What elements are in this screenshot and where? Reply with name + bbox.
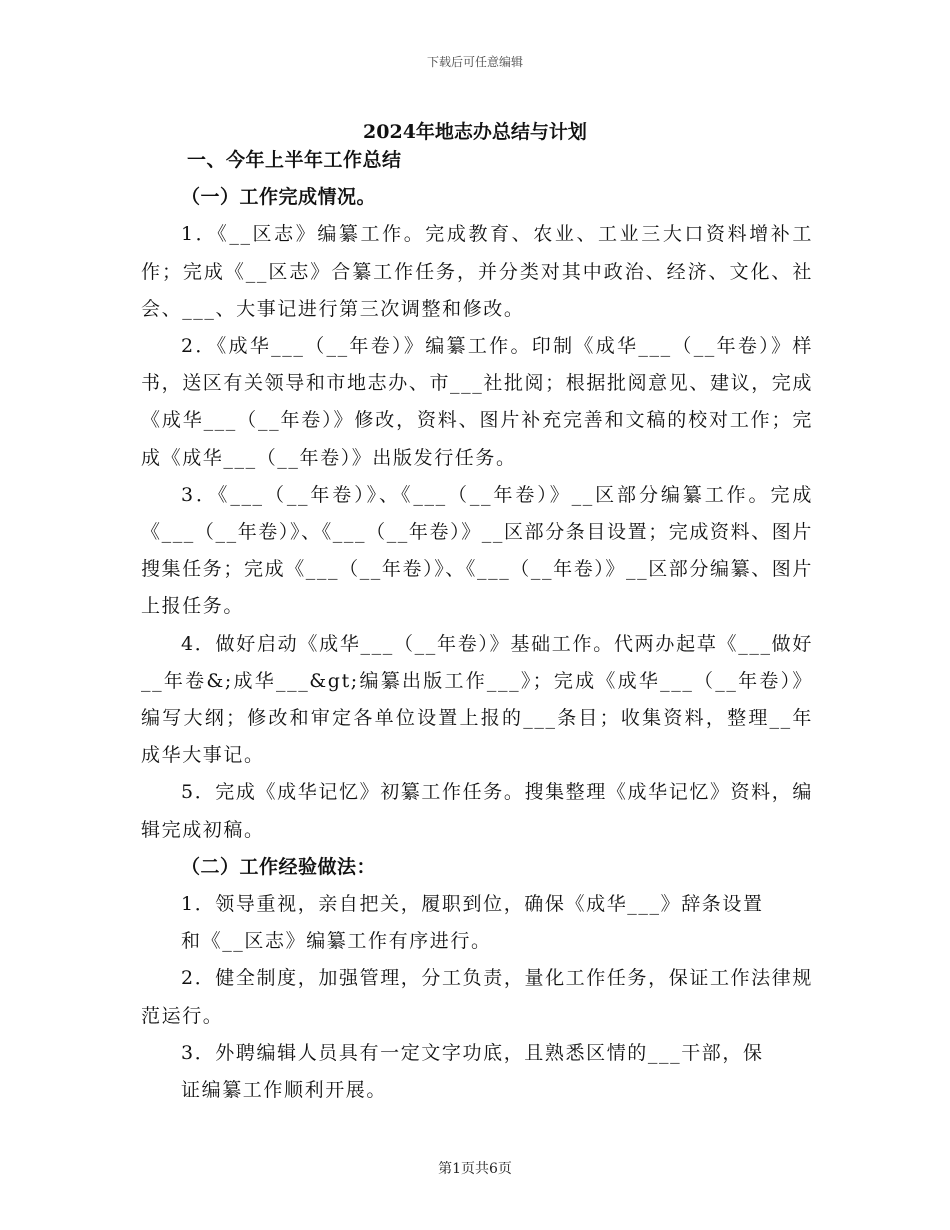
paragraph: 3．《___（__年卷）》、《___（__年卷）》__区部分编纂工作。完成《___（__年卷）》、《___（__年卷）》__区部分条目设置；完成资料、图片搜集任务；完成《___（__年卷）》、《___（__年卷）》__区部分编纂、图片上报任务。: [141, 483, 814, 618]
page-footer: 第1页共6页: [438, 1161, 512, 1177]
page-header-note: 下载后可任意编辑: [426, 55, 523, 69]
paragraph-continuation: 和《__区志》编纂工作有序进行。: [181, 930, 492, 953]
paragraph: 2．健全制度，加强管理，分工负责，量化工作任务，保证工作法律规范运行。: [141, 967, 813, 1027]
paragraph: 3．外聘编辑人员具有一定文字功底，且熟悉区情的___干部，保: [181, 1041, 764, 1064]
paragraph-continuation: 证编纂工作顺利开展。: [181, 1079, 388, 1102]
paragraph: 4．做好启动《成华___（__年卷）》基础工作。代两办起草《___做好__年卷&;成华___&gt;编纂出版工作___》；完成《成华___（__年卷）》编写大纲；修改和审定各单位设置上报的___条目；收集资料，整理__年成华大事记。: [141, 632, 813, 767]
paragraph: 5．完成《成华记忆》初纂工作任务。搜集整理《成华记忆》资料，编辑完成初稿。: [141, 781, 813, 841]
section-heading: 一、今年上半年工作总结: [187, 149, 402, 171]
paragraph: 2．《成华___（__年卷）》编纂工作。印制《成华___（__年卷）》样书，送区有关领导和市地志办、市___社批阅；根据批阅意见、建议，完成《成华___（__年卷）》修改，资料、图片补充完善和文稿的校对工作；完成《成华___（__年卷）》出版发行任务。: [141, 335, 813, 469]
paragraph: 1．《__区志》编纂工作。完成教育、农业、工业三大口资料增补工作；完成《__区志》合纂工作任务，并分类对其中政治、经济、文化、社会、___、大事记进行第三次调整和修改。: [141, 223, 813, 320]
document-title: 2024年地志办总结与计划: [363, 121, 587, 143]
subsection-heading: （二）工作经验做法：: [181, 855, 377, 878]
document-body: [141, 142, 813, 1109]
paragraph: 1．领导重视，亲自把关，履职到位，确保《成华___》辞条设置: [181, 893, 764, 916]
subsection-heading: （一）工作完成情况。: [181, 186, 377, 209]
